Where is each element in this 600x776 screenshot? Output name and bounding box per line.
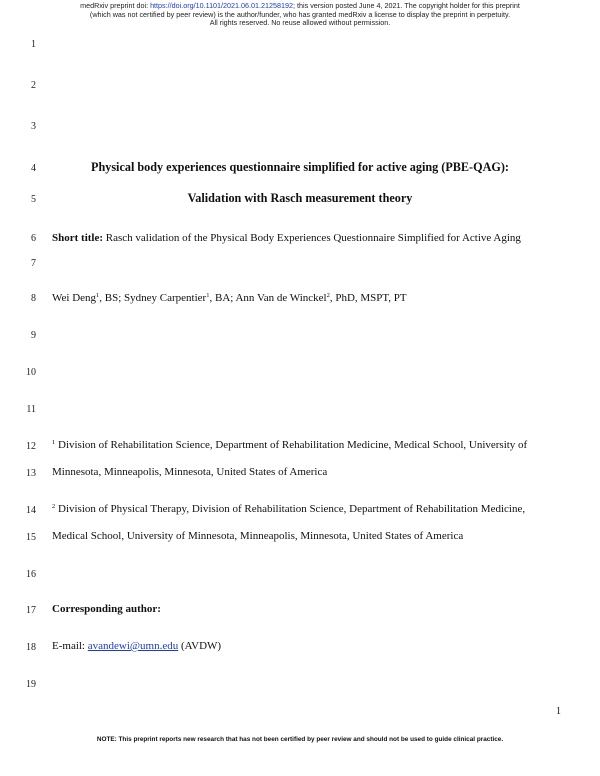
affiliation-1-line-2: Minnesota, Minneapolis, Minnesota, United States of America <box>52 466 328 478</box>
corresponding-email-line: E-mail: avandewi@umn.edu (AVDW) <box>52 640 222 652</box>
preprint-footer-note: NOTE: This preprint reports new research that has not been certified by peer review and should not be used to guide clinical practice. <box>96 736 504 743</box>
header-line-2: (which was not certified by peer review) is the author/funder, who has granted medRxiv a license to display the preprint in perpetuity. <box>89 9 511 19</box>
line-number: 1 <box>31 39 36 50</box>
author-list: Wei Deng$^1$, BS; Sydney Carpentier$^1$, BA; Ann Van de Winckel$^2$, PhD, MSPT, PT <box>52 292 407 304</box>
line-number: 3 <box>31 121 36 132</box>
affiliation-1-line-1: $^1$ Division of Rehabilitation Science, Department of Rehabilitation Medicine, Medical School, University of <box>52 439 528 451</box>
page-number: 1 <box>556 706 561 717</box>
line-number: 4 <box>31 163 36 174</box>
line-number: 18 <box>26 642 36 653</box>
line-number: 5 <box>31 194 36 205</box>
paper-title-line-1: Physical body experiences questionnaire simplified for active aging (PBE-QAG): <box>91 160 509 174</box>
header-line-1: medRxiv preprint doi: https://doi.org/10.1101/2021.06.01.21258192; this version posted June 4, 2021. The copyright holder for this preprint <box>80 1 520 10</box>
line-number: 17 <box>26 605 36 616</box>
affiliation-mark: 2 <box>52 503 56 510</box>
author-name: Wei Deng <box>52 292 97 304</box>
paper-title-line-2: Validation with Rasch measurement theory <box>187 191 413 205</box>
author-affiliation-mark: 2 <box>326 292 330 299</box>
affiliation-mark: 1 <box>52 439 56 446</box>
line-number: 9 <box>31 330 36 341</box>
author-affiliation-mark: 1 <box>96 292 100 299</box>
line-number: 10 <box>26 367 36 378</box>
line-number: 14 <box>26 505 36 516</box>
line-number: 6 <box>31 233 36 244</box>
line-number: 11 <box>26 404 36 415</box>
short-title-label: Short title: <box>52 232 104 244</box>
line-number: 12 <box>26 441 36 452</box>
author-affiliation-mark: 1 <box>206 292 210 299</box>
header-line-3: All rights reserved. No reuse allowed without permission. <box>209 18 391 28</box>
short-title <box>52 232 521 244</box>
affiliation-2-line-1: $^2$ Division of Physical Therapy, Division of Rehabilitation Science, Department of Rehabilitation Medicine, <box>52 503 526 515</box>
line-number: 15 <box>26 532 36 543</box>
preprint-header <box>0 2 600 28</box>
affiliation-2-line-2: Medical School, University of Minnesota, Minneapolis, Minnesota, United States of America <box>52 530 464 542</box>
line-number: 8 <box>31 293 36 304</box>
doi-link[interactable]: https://doi.org/10.1101/2021.06.01.21258192 <box>150 1 294 10</box>
author-name: Ann Van de Winckel <box>235 292 327 304</box>
author-name: Sydney Carpentier <box>124 292 207 304</box>
line-number: 7 <box>31 258 36 269</box>
line-number: 19 <box>26 679 36 690</box>
corresponding-author-heading: Corresponding author: <box>52 603 161 615</box>
line-number: 2 <box>31 80 36 91</box>
line-number: 13 <box>26 468 36 479</box>
email-link[interactable]: avandewi@umn.edu <box>87 640 179 652</box>
short-title-text: Rasch validation of the Physical Body Experiences Questionnaire Simplified for Active Aging <box>103 232 521 244</box>
line-number: 16 <box>26 569 36 580</box>
